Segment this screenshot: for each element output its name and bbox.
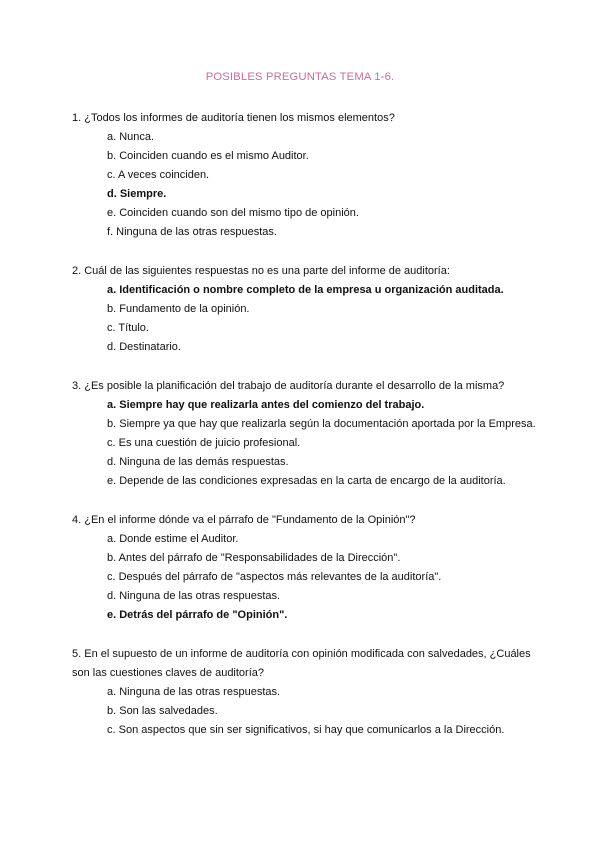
answer-option: c. Son aspectos que sin ser significativos, si hay que comunicarlos a la Dirección. bbox=[107, 724, 505, 736]
question-text: 4. ¿En el informe dónde va el párrafo de "Fundamento de la Opinión"? bbox=[72, 514, 416, 526]
question-1 bbox=[72, 109, 542, 242]
answer-option: c. Es una cuestión de juicio profesional. bbox=[107, 437, 301, 449]
answer-option: b. Son las salvedades. bbox=[107, 705, 218, 717]
question-text: 2. Cuál de las siguientes respuestas no es una parte del informe de auditoría: bbox=[72, 265, 450, 277]
question-text: 3. ¿Es posible la planificación del trabajo de auditoría durante el desarrollo de la misma? bbox=[72, 380, 505, 392]
question-2 bbox=[72, 262, 542, 357]
answer-option: d. Ninguna de las demás respuestas. bbox=[107, 456, 289, 468]
answer-option: b. Fundamento de la opinión. bbox=[107, 303, 250, 315]
answer-option: a. Donde estime el Auditor. bbox=[107, 533, 239, 545]
answer-option: b. Coinciden cuando es el mismo Auditor. bbox=[107, 150, 309, 162]
question-3 bbox=[72, 377, 542, 491]
answer-option: a. Nunca. bbox=[107, 131, 155, 143]
answer-option: d. Destinatario. bbox=[107, 341, 181, 353]
answer-option: b. Antes del párrafo de "Responsabilidades de la Dirección". bbox=[107, 552, 401, 564]
document-title: POSIBLES PREGUNTAS TEMA 1-6. bbox=[205, 71, 395, 83]
answer-option: e. Coinciden cuando son del mismo tipo de opinión. bbox=[107, 207, 359, 219]
answer-option: c. A veces coinciden. bbox=[107, 169, 210, 181]
question-4 bbox=[72, 511, 542, 625]
answer-option: e. Depende de las condiciones expresadas en la carta de encargo de la auditoría. bbox=[107, 475, 506, 487]
correct-answer-option: e. Detrás del párrafo de "Opinión". bbox=[107, 609, 288, 621]
answer-option: d. Ninguna de las otras respuestas. bbox=[107, 590, 281, 602]
answer-option: c. Después del párrafo de "aspectos más relevantes de la auditoría". bbox=[107, 571, 442, 583]
correct-answer-option: a. Identificación o nombre completo de la empresa u organización auditada. bbox=[107, 284, 504, 296]
answer-option: b. Siempre ya que hay que realizarla según la documentación aportada por la Empresa. bbox=[107, 418, 536, 430]
question-text: 5. En el supuesto de un informe de auditoría con opinión modificada con salvedades, ¿Cuáles son las cuestiones claves de auditoría? bbox=[72, 648, 531, 679]
answer-option: c. Título. bbox=[107, 322, 149, 334]
answer-option: f. Ninguna de las otras respuestas. bbox=[107, 226, 277, 238]
question-text: 1. ¿Todos los informes de auditoría tienen los mismos elementos? bbox=[72, 112, 395, 124]
answer-option: a. Ninguna de las otras respuestas. bbox=[107, 686, 281, 698]
question-5 bbox=[72, 645, 542, 740]
correct-answer-option: d. Siempre. bbox=[107, 188, 167, 200]
correct-answer-option: a. Siempre hay que realizarla antes del comienzo del trabajo. bbox=[107, 399, 425, 411]
question-list bbox=[72, 109, 542, 760]
